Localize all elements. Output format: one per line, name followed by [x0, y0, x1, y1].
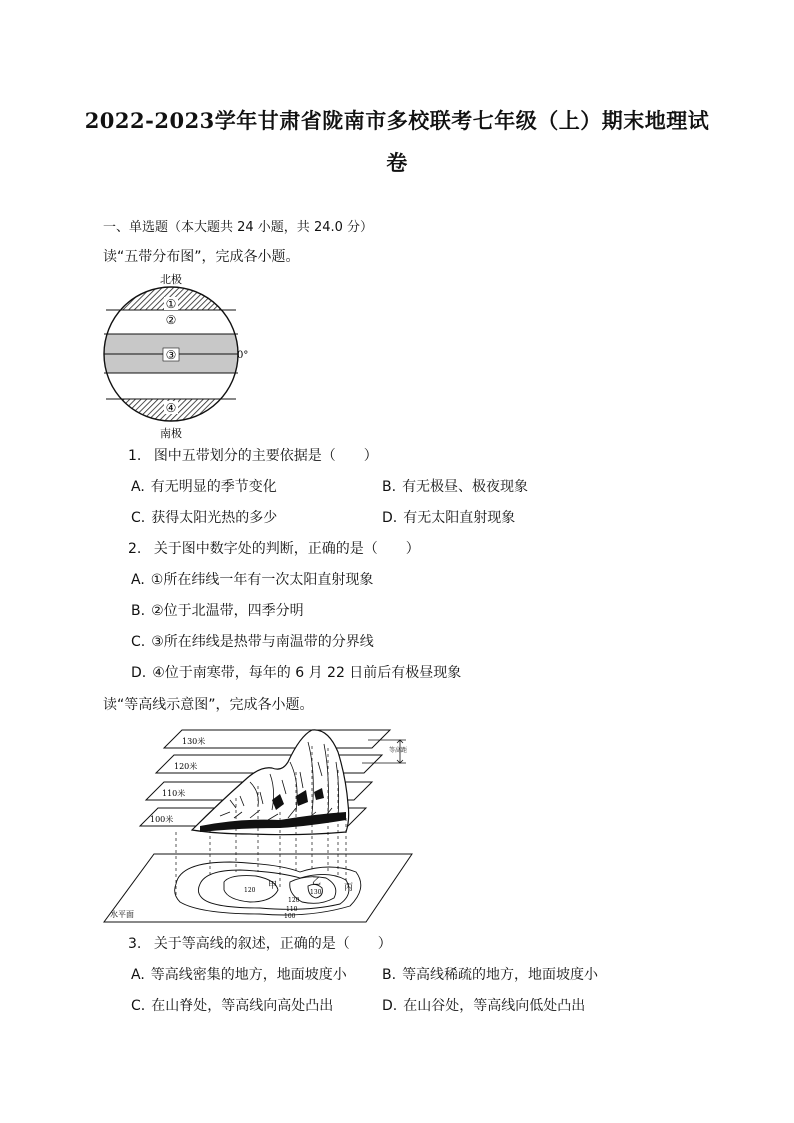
base-label: 水平面 — [110, 910, 134, 919]
north-pole-label: 北极 — [160, 273, 182, 286]
question-3 — [128, 935, 392, 953]
zone-label-2: ② — [165, 313, 177, 327]
q1-option-d: D. 有无太阳直射现象 — [382, 510, 516, 526]
question-stem: 关于等高线的叙述，正确的是（ ） — [153, 936, 392, 952]
equator-label: 0° — [237, 350, 249, 361]
zone-label-3: ③ — [165, 348, 177, 362]
page-title — [60, 100, 734, 184]
q2-option-d: D. ④位于南寒带，每年的 6 月 22 日前后有极昼现象 — [131, 665, 462, 681]
title-line-1: 2022-2023学年甘肃省陇南市多校联考七年级（上）期末地理试 — [84, 108, 710, 133]
question-stem: 图中五带划分的主要依据是（ ） — [153, 448, 378, 464]
question-stem: 关于图中数字处的判断，正确的是（ ） — [153, 541, 420, 557]
q2-option-b: B. ②位于北温带，四季分明 — [131, 603, 304, 619]
q2-option-c: C. ③所在纬线是热带与南温带的分界线 — [131, 634, 374, 650]
five-zones-figure — [100, 270, 260, 442]
map-label-yi: 乙 — [312, 877, 322, 887]
map-label-110: 110 — [286, 906, 298, 913]
interval-label: 等高距 — [389, 747, 408, 754]
contour-figure — [100, 722, 420, 926]
question-number: 3. — [128, 936, 142, 952]
q1-option-a: A. 有无明显的季节变化 — [131, 479, 277, 495]
q1-option-b: B. 有无极昼、极夜现象 — [382, 479, 529, 495]
zone-label-4: ④ — [165, 401, 177, 415]
question-number: 2. — [128, 541, 142, 557]
q3-option-d: D. 在山谷处，等高线向低处凸出 — [382, 998, 586, 1014]
q2-option-a: A. ①所在纬线一年有一次太阳直射现象 — [131, 572, 374, 588]
plane-label-120: 120米 — [174, 762, 198, 771]
map-label-120-right: 120 — [288, 897, 300, 904]
intro-contour: 读“等高线示意图”，完成各小题。 — [103, 697, 314, 713]
plane-label-110: 110米 — [162, 789, 186, 798]
question-2 — [128, 540, 420, 558]
question-1 — [128, 447, 378, 465]
q3-option-a: A. 等高线密集的地方，地面坡度小 — [131, 967, 347, 983]
section-heading: 一、单选题（本大题共 24 小题，共 24.0 分） — [103, 220, 374, 235]
map-label-bing: 丙 — [344, 883, 354, 893]
title-line-2: 卷 — [386, 150, 408, 175]
map-label-jia: 甲 — [268, 881, 278, 891]
question-number: 1. — [128, 448, 142, 464]
south-pole-label: 南极 — [160, 427, 182, 440]
map-label-120-left: 120 — [244, 887, 256, 894]
plane-label-130: 130米 — [182, 737, 206, 746]
q3-option-b: B. 等高线稀疏的地方，地面坡度小 — [382, 967, 599, 983]
plane-label-100: 100米 — [150, 815, 174, 824]
intro-five-zones: 读“五带分布图”，完成各小题。 — [103, 249, 300, 265]
zone-label-1: ① — [165, 297, 177, 311]
map-label-100: 100 — [284, 913, 296, 920]
map-label-130: 130 — [310, 889, 322, 896]
q3-option-c: C. 在山脊处，等高线向高处凸出 — [131, 998, 334, 1014]
q1-option-c: C. 获得太阳光热的多少 — [131, 510, 278, 526]
